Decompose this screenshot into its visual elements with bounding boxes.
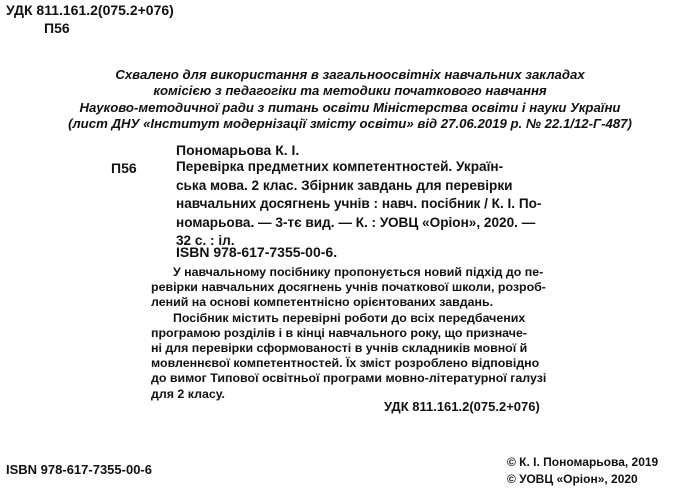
annotation-line: ні для перевірки сформованості в учнів складників мовної й [151, 341, 528, 356]
biblio-line: Перевірка предметних компетентностей. Україн- [176, 159, 504, 174]
annotation-line: лений на основі компетентнісно орієнтованих завдань. [151, 295, 494, 310]
library-code-top: П56 [44, 20, 70, 36]
annotation-line: ревірки навчальних досягнень учнів початкової школи, розроб- [151, 280, 546, 295]
biblio-line: 32 с. : іл. [176, 233, 235, 249]
copyright-notice [507, 454, 658, 488]
udk-index-top: УДК 811.161.2(075.2+076) [6, 2, 174, 18]
annotation-line: програмою розділів і в кінці навчального року, що призначе- [151, 325, 527, 340]
copyright-line: © УОВЦ «Оріон», 2020 [507, 472, 638, 486]
annotation-line: до вимог Типової освітньої програми мовно-літературної галузі [151, 371, 547, 386]
author-name: Пономарьова К. І. [176, 142, 300, 158]
biblio-line: номарьова. — 3-тє вид. — К. : УОВЦ «Оріон», 2020. — [176, 214, 536, 230]
annotation-line: для 2 класу. [151, 386, 225, 401]
annotation-text [151, 265, 571, 402]
approval-line: Науково-методичної ради з питань освіти Міністерства освіти і науки України [79, 99, 621, 115]
udk-index-bottom: УДК 811.161.2(075.2+076) [384, 399, 540, 414]
approval-line: (лист ДНУ «Інститут модернізації змісту освіти» від 27.06.2019 р. № 22.1/12-Г-487) [68, 115, 632, 131]
isbn-footer: ISBN 978-617-7355-00-6 [6, 462, 152, 477]
approval-line: Схвалено для використання в загальноосвітніх навчальних закладах [115, 67, 585, 82]
isbn-entry: ISBN 978-617-7355-00-6. [176, 244, 338, 260]
approval-statement [0, 67, 700, 132]
annotation-line: мовленнєвої компетентностей. Їх зміст розроблено відповідно [151, 356, 540, 371]
annotation-line: У навчальному посібнику пропонується новий підхід до пе- [173, 265, 544, 279]
library-code-entry: П56 [111, 160, 137, 176]
biblio-line: навчальних досягнень учнів : навч. посібник / К. І. По- [176, 196, 542, 212]
annotation-line: Посібник містить перевірні роботи до всіх передбачених [173, 310, 526, 325]
bibliographic-description [176, 158, 576, 251]
approval-line: комісією з педагогіки та методики початкового навчання [153, 83, 547, 99]
biblio-line: ська мова. 2 клас. Збірник завдань для перевірки [176, 177, 513, 193]
copyright-line: © К. І. Пономарьова, 2019 [507, 455, 659, 469]
